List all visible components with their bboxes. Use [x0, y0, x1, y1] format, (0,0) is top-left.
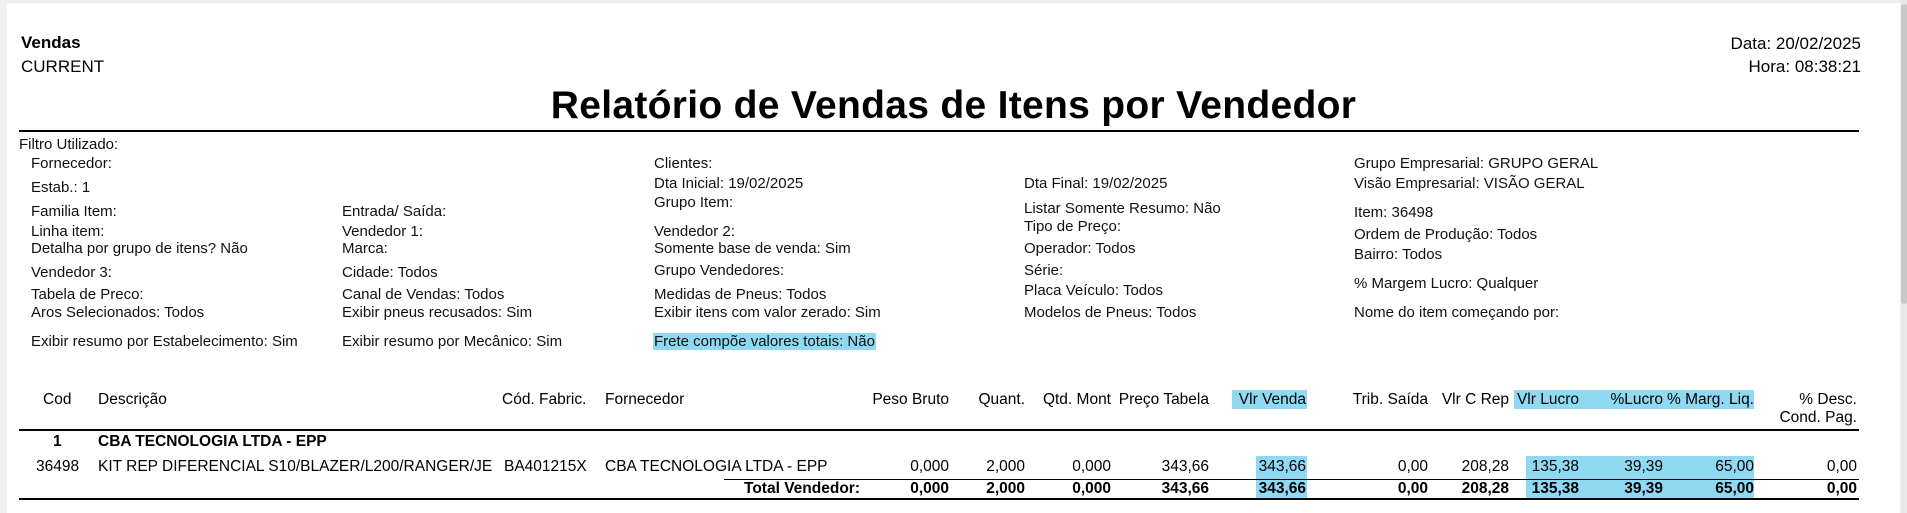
col-qtd-mont: Qtd. Mont [1042, 391, 1111, 408]
filter-vendedor1: Vendedor 1: [342, 223, 423, 240]
header-divider [19, 429, 1859, 431]
col-cod-fabric: Cód. Fabric. [502, 391, 587, 408]
filter-listar-resumo: Listar Somente Resumo: Não [1024, 200, 1221, 217]
row-peso-bruto: 0,000 [910, 458, 949, 475]
filter-estab: Estab.: 1 [31, 179, 91, 196]
filter-heading: Filtro Utilizado: [19, 136, 119, 153]
filter-resumo-estab: Exibir resumo por Estabelecimento: Sim [31, 333, 298, 350]
col-trib-saida: Trib. Saída [1352, 391, 1428, 408]
row-cod-fabric: BA401215X [504, 458, 587, 475]
filter-frete: Frete compõe valores totais: Não [654, 333, 875, 350]
total-vlr-venda: 343,66 [1258, 480, 1306, 497]
total-trib-saida: 0,00 [1397, 480, 1428, 497]
scrollbar-thumb[interactable] [1901, 4, 1907, 304]
row-cod: 36498 [36, 458, 80, 475]
filter-cidade: Cidade: Todos [342, 264, 438, 281]
col-peso-bruto: Peso Bruto [872, 391, 949, 408]
filter-vendedor2: Vendedor 2: [654, 223, 735, 240]
filter-tipo-preco: Tipo de Preço: [1024, 218, 1121, 235]
col-descricao: Descrição [98, 391, 167, 408]
filter-dta-final: Dta Final: 19/02/2025 [1024, 175, 1168, 192]
filter-grupo-item: Grupo Item: [654, 194, 734, 211]
total-qtd-mont: 0,000 [1072, 480, 1111, 497]
footer-divider [19, 498, 1859, 500]
row-pct-desc: 0,00 [1826, 458, 1857, 475]
col-pct-desc: % Desc. [1799, 391, 1857, 408]
filter-clientes: Clientes: [654, 155, 713, 172]
total-divider [724, 479, 1859, 480]
group-number: 1 [53, 433, 62, 450]
row-qtd-mont: 0,000 [1072, 458, 1111, 475]
app-subtitle: CURRENT [21, 57, 105, 76]
row-descricao: KIT REP DIFERENCIAL S10/BLAZER/L200/RANGER/JE [98, 458, 493, 475]
filter-medidas: Medidas de Pneus: Todos [654, 286, 827, 303]
filter-aros: Aros Selecionados: Todos [31, 304, 205, 321]
filter-familia: Familia Item: [31, 203, 117, 220]
filter-bairro: Bairro: Todos [1354, 246, 1443, 263]
report-time: Hora: 08:38:21 [1748, 57, 1861, 76]
col-preco-tabela: Preço Tabela [1118, 391, 1209, 408]
total-vlr-lucro: 135,38 [1531, 480, 1579, 497]
filter-detalha: Detalha por grupo de itens? Não [31, 240, 248, 257]
report-date: Data: 20/02/2025 [1730, 34, 1861, 53]
filter-item: Item: 36498 [1354, 204, 1434, 221]
total-pct-desc: 0,00 [1826, 480, 1857, 497]
filter-dta-inicial: Dta Inicial: 19/02/2025 [654, 175, 804, 192]
row-quant: 2,000 [986, 458, 1025, 475]
filter-serie: Série: [1024, 262, 1064, 279]
total-preco-tabela: 343,66 [1161, 480, 1209, 497]
filter-ordem-producao: Ordem de Produção: Todos [1354, 226, 1538, 243]
filter-entrada: Entrada/ Saída: [342, 203, 447, 220]
vertical-scrollbar[interactable] [1901, 0, 1907, 513]
filter-canal: Canal de Vendas: Todos [342, 286, 505, 303]
row-pct-marg-liq: 65,00 [1715, 458, 1754, 475]
col-quant: Quant. [978, 391, 1025, 408]
row-preco-tabela: 343,66 [1161, 458, 1209, 475]
filter-operador: Operador: Todos [1024, 240, 1136, 257]
filter-vendedor3: Vendedor 3: [31, 264, 112, 281]
filter-margem: % Margem Lucro: Qualquer [1354, 275, 1539, 292]
col-pct-marg-liq: % Marg. Liq. [1666, 391, 1754, 408]
total-peso-bruto: 0,000 [910, 480, 949, 497]
col-pct-lucro: %Lucro [1610, 391, 1663, 408]
total-pct-marg-liq: 65,00 [1715, 480, 1754, 497]
total-label: Total Vendedor: [744, 480, 860, 497]
filter-placa: Placa Veículo: Todos [1024, 282, 1163, 299]
row-vlr-venda: 343,66 [1258, 458, 1306, 475]
filter-nome-item: Nome do item começando por: [1354, 304, 1560, 321]
total-pct-lucro: 39,39 [1624, 480, 1663, 497]
filter-tabela: Tabela de Preco: [31, 286, 144, 303]
title-divider [19, 130, 1859, 132]
filter-modelos: Modelos de Pneus: Todos [1024, 304, 1197, 321]
filter-grupo-vendedores: Grupo Vendedores: [654, 262, 785, 279]
filter-marca: Marca: [342, 240, 388, 257]
row-vlr-lucro: 135,38 [1531, 458, 1579, 475]
col-vlr-lucro: Vlr Lucro [1516, 391, 1579, 408]
app-title: Vendas [21, 33, 81, 52]
total-vlr-c-rep: 208,28 [1461, 480, 1509, 497]
filter-grupo-empresarial: Grupo Empresarial: GRUPO GERAL [1354, 155, 1599, 172]
filter-fornecedor: Fornecedor: [31, 155, 112, 172]
col-vlr-c-rep: Vlr C Rep [1441, 391, 1509, 408]
report-title: Relatório de Vendas de Itens por Vendedor [550, 84, 1357, 127]
filter-linha: Linha item: [31, 223, 105, 240]
col-cond-pag: Cond. Pag. [1779, 409, 1857, 426]
row-vlr-c-rep: 208,28 [1461, 458, 1509, 475]
filter-resumo-mecanico: Exibir resumo por Mecânico: Sim [342, 333, 563, 350]
group-name: CBA TECNOLOGIA LTDA - EPP [98, 433, 327, 450]
col-fornecedor: Fornecedor [605, 391, 685, 408]
filter-visao: Visão Empresarial: VISÃO GERAL [1354, 175, 1585, 192]
col-vlr-venda: Vlr Venda [1238, 391, 1306, 408]
filter-itens-zerado: Exibir itens com valor zerado: Sim [654, 304, 881, 321]
filter-base-venda: Somente base de venda: Sim [654, 240, 851, 257]
filter-pneus-recusados: Exibir pneus recusados: Sim [342, 304, 533, 321]
row-fornecedor: CBA TECNOLOGIA LTDA - EPP [605, 458, 828, 475]
total-quant: 2,000 [986, 480, 1025, 497]
row-trib-saida: 0,00 [1397, 458, 1428, 475]
row-pct-lucro: 39,39 [1624, 458, 1663, 475]
col-cod: Cod [43, 391, 72, 408]
